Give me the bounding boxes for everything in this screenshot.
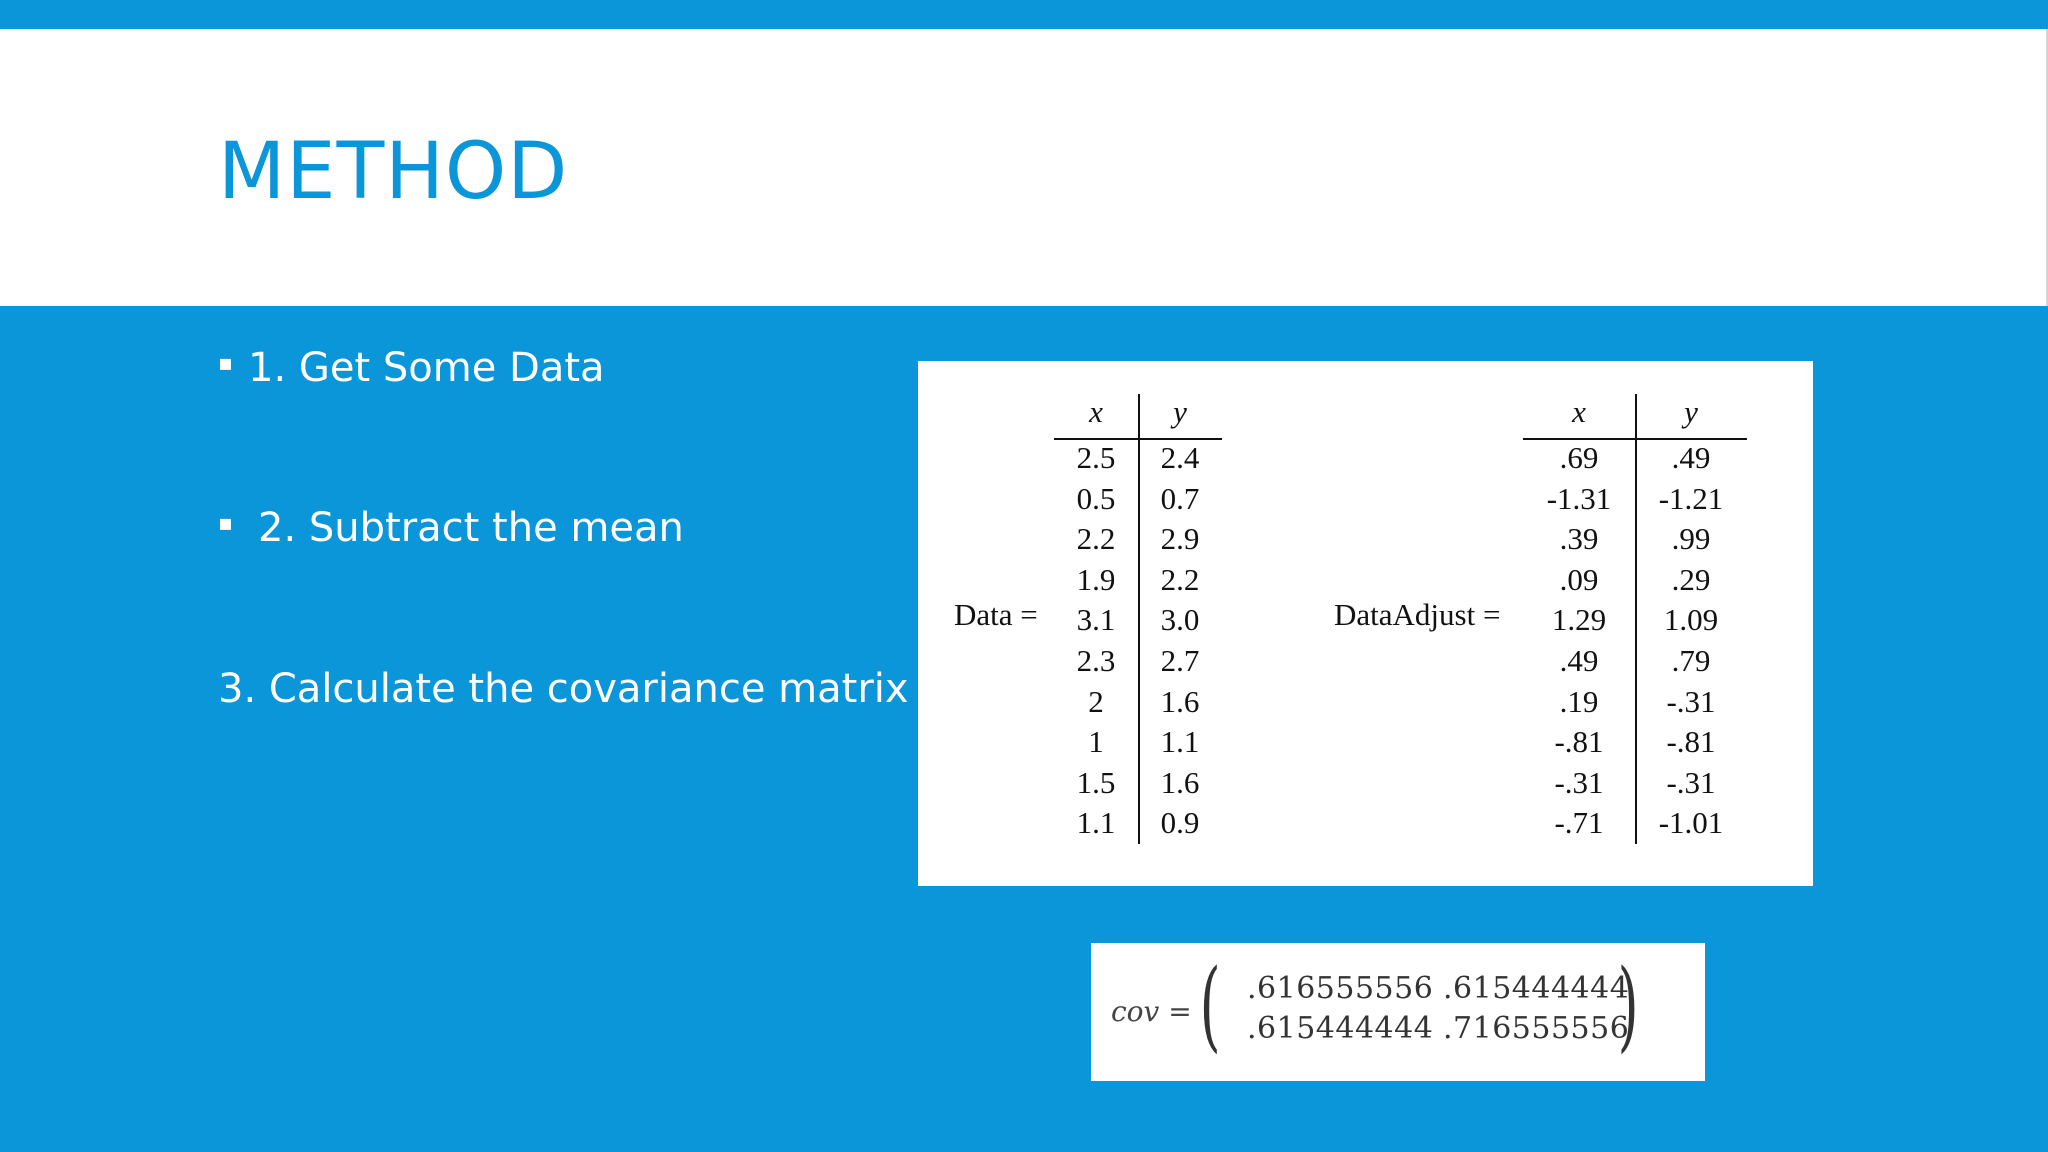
table-cell: 2.4 — [1160, 440, 1200, 475]
bullet-marker: ▪ — [218, 511, 233, 536]
title-band — [0, 29, 2048, 306]
table-cell: 2.3 — [1076, 643, 1116, 678]
column-header: y — [1173, 394, 1187, 429]
table-cell: .49 — [1671, 440, 1711, 475]
data-label: Data = — [954, 597, 1038, 632]
table-cell: 3.0 — [1160, 602, 1200, 638]
table-cell: 3.1 — [1076, 602, 1116, 638]
table-cell: 1.09 — [1663, 602, 1719, 638]
table-cell: 2.9 — [1160, 521, 1200, 557]
table-cell: 1.9 — [1076, 561, 1116, 597]
cov-label: cov = — [1111, 995, 1192, 1028]
table-cell: .09 — [1559, 561, 1599, 597]
bullet-subtract-mean — [218, 505, 684, 551]
cov-cell: .615444444 — [1247, 1011, 1434, 1046]
table-column — [1138, 394, 1222, 844]
table-cell: -1.31 — [1546, 480, 1612, 516]
table-cell: .99 — [1671, 521, 1711, 557]
bullet-text: 2. Subtract the mean — [258, 505, 684, 551]
bullet-get-data — [218, 345, 605, 391]
left-paren: ( — [1199, 949, 1221, 1063]
column-header: x — [1089, 394, 1103, 429]
table-cell: 2.2 — [1160, 561, 1200, 597]
covariance-matrix-image — [1091, 943, 1705, 1081]
table-cell: -.31 — [1666, 683, 1716, 719]
table-column — [1054, 394, 1138, 844]
table-cell: 0.5 — [1076, 480, 1116, 516]
table-cell: 2.7 — [1160, 643, 1200, 678]
table-cell: -.81 — [1666, 724, 1716, 760]
table-cell: 1.1 — [1076, 805, 1116, 841]
table-cell: .79 — [1671, 643, 1711, 678]
table-cell: -.71 — [1554, 805, 1604, 841]
table-cell: .39 — [1559, 521, 1599, 557]
table-cell: .49 — [1559, 643, 1599, 678]
table-cell: 2 — [1088, 683, 1104, 719]
column-divider — [1138, 394, 1140, 844]
table-cell: -.31 — [1666, 764, 1716, 800]
column-header: x — [1572, 394, 1586, 429]
cov-cell: .716555556 — [1443, 1011, 1630, 1046]
table-cell: -1.21 — [1658, 480, 1724, 516]
table-cell: .69 — [1559, 440, 1599, 475]
header-rule — [1054, 438, 1222, 440]
column-header: y — [1684, 394, 1698, 429]
table-cell: 0.9 — [1160, 805, 1200, 841]
table-cell: 1.5 — [1076, 764, 1116, 800]
data-tables-image — [918, 361, 1813, 886]
bullet-covariance — [218, 666, 909, 712]
cov-cell: .615444444 — [1443, 971, 1630, 1006]
bullet-marker: ▪ — [218, 351, 233, 376]
table-cell: 2.2 — [1076, 521, 1116, 557]
table-cell: -1.01 — [1658, 805, 1724, 841]
table-cell: 1 — [1088, 724, 1104, 760]
top-accent-strip — [0, 0, 2048, 29]
column-divider — [1635, 394, 1637, 844]
table-cell: -.31 — [1554, 764, 1604, 800]
table-cell: 1.29 — [1551, 602, 1607, 638]
bullet-text: 3. Calculate the covariance matrix — [218, 666, 909, 712]
slide-title: METHOD — [218, 127, 569, 217]
table-cell: 2.5 — [1076, 440, 1116, 475]
data-adjust-label: DataAdjust = — [1334, 597, 1501, 632]
bullet-text: 1. Get Some Data — [248, 345, 605, 391]
table-cell: 1.6 — [1160, 683, 1200, 719]
table-cell: 1.6 — [1160, 764, 1200, 800]
table-column — [1635, 394, 1747, 844]
table-cell: .29 — [1671, 561, 1711, 597]
table-column — [1523, 394, 1635, 844]
cov-cell: .616555556 — [1247, 971, 1434, 1006]
header-rule — [1523, 438, 1747, 440]
table-cell: .19 — [1559, 683, 1599, 719]
table-cell: -.81 — [1554, 724, 1604, 760]
right-paren: ) — [1617, 949, 1639, 1063]
table-cell: 1.1 — [1160, 724, 1200, 760]
table-cell: 0.7 — [1160, 480, 1200, 516]
